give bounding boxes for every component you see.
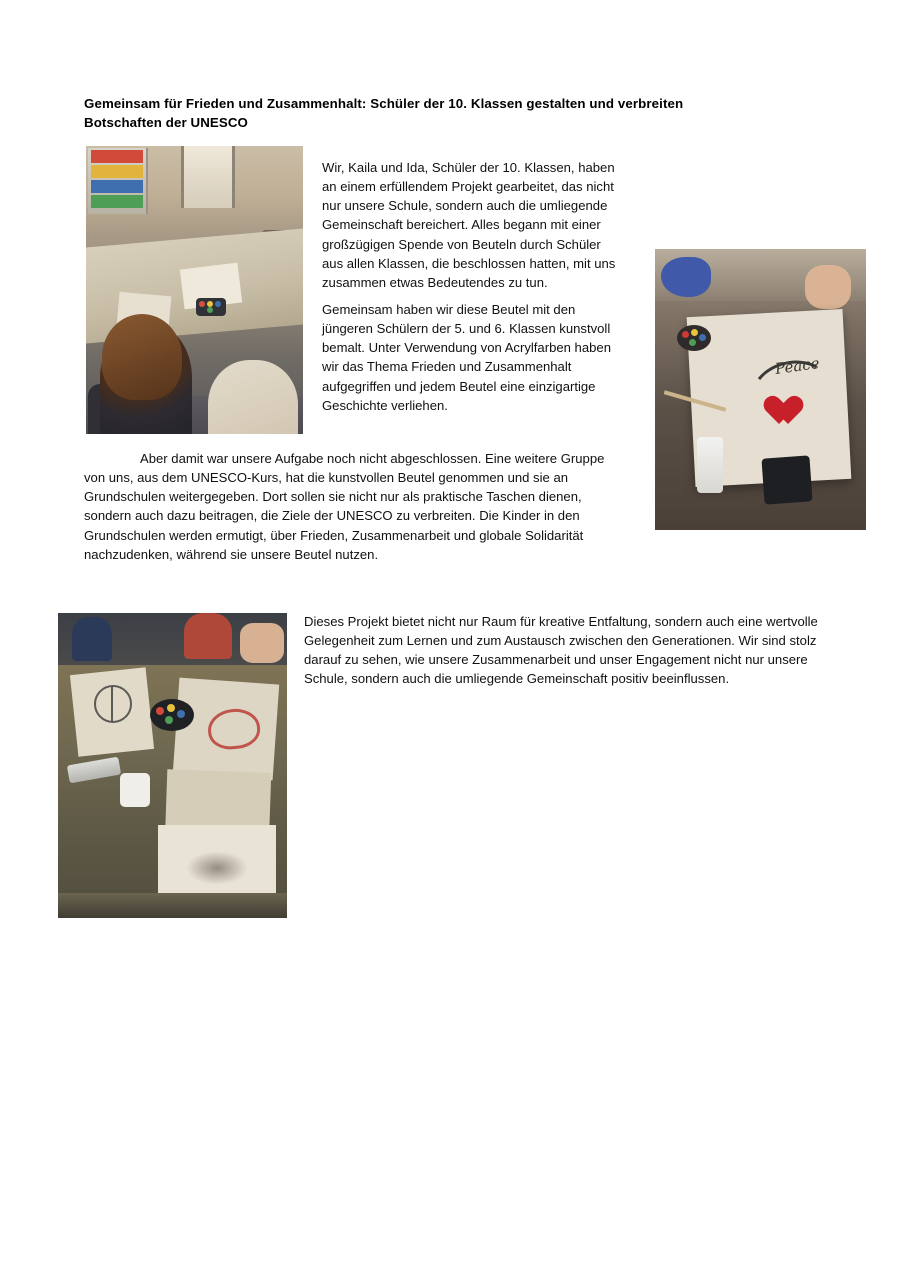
student-figure xyxy=(208,360,298,434)
peace-word-text: Peace xyxy=(773,353,821,379)
window-icon xyxy=(181,146,235,208)
paint-palette-icon xyxy=(677,325,711,351)
shelf-icon xyxy=(88,148,148,214)
photo-classroom xyxy=(86,146,303,434)
child-figure xyxy=(184,613,232,659)
phone-icon xyxy=(761,455,812,504)
paragraph-unesco-course: Aber damit war unsere Aufgabe noch nicht abgeschlossen. Eine weitere Gruppe von uns, aus dem UNESCO-Kurs, hat die kunstvollen Beutel genommen und sie an Grundschulen weitergegeben. Dort sollen sie nicht nur als praktische Taschen dienen, sondern auch dazu beitragen, die Ziele der UNESCO zu verbreiten. Die Kinder in den Grundschulen werden ermutigt, über Frieden, Zusammenarbeit und globale Solidarität nachzudenken, während sie unsere Beutel nutzen. xyxy=(84,451,605,562)
paragraph-painting: Gemeinsam haben wir diese Beutel mit den jüngeren Schülern der 5. und 6. Klassen kunstvoll bemalt. Unter Verwendung von Acrylfarben haben wir das Thema Frieden und Zusammenhalt aufgegriffen und jedem Beutel eine einzigartige Geschichte verliehen. xyxy=(322,302,611,413)
hand-icon xyxy=(805,265,851,309)
blue-object xyxy=(661,257,711,297)
photo-table-bags xyxy=(58,613,287,918)
table-edge xyxy=(58,893,287,918)
photo-peace-bag xyxy=(655,249,866,530)
spray-can-icon xyxy=(697,437,723,493)
paint-jar-icon xyxy=(120,773,150,807)
paint-palette-icon xyxy=(196,298,226,316)
paint-smudge xyxy=(186,851,248,885)
paint-palette-icon xyxy=(150,699,194,731)
heart-icon xyxy=(771,397,805,427)
paragraph-intro: Wir, Kaila und Ida, Schüler der 10. Klassen, haben an einem erfüllendem Projekt gearbeitet, das nicht nur unsere Schule, sondern auch die umliegende Gemeinschaft bereichert. Alles begann mit einer großzügigen Spende von Beuteln durch Schüler aus allen Klassen, die beschlossen hatten, mit uns zusammen etwas Bedeutendes zu tun. xyxy=(322,160,616,290)
student-hair xyxy=(102,314,182,400)
hand-icon xyxy=(240,623,284,663)
peace-symbol-icon xyxy=(94,685,132,723)
paragraph-conclusion: Dieses Projekt bietet nicht nur Raum für kreative Entfaltung, sondern auch eine wertvolle Gelegenheit zum Lernen und zum Austausch zwischen den Generationen. Wir sind stolz darauf zu sehen, wie unsere Zusammenarbeit und unser Engagement nicht nur unsere Schule, sondern auch die umliegende Gemeinschaft positiv beeinflussen. xyxy=(304,614,818,687)
child-figure xyxy=(72,617,112,661)
page-title: Gemeinsam für Frieden und Zusammenhalt: Schüler der 10. Klassen gestalten und verbreiten Botschaften der UNESCO xyxy=(84,95,684,130)
